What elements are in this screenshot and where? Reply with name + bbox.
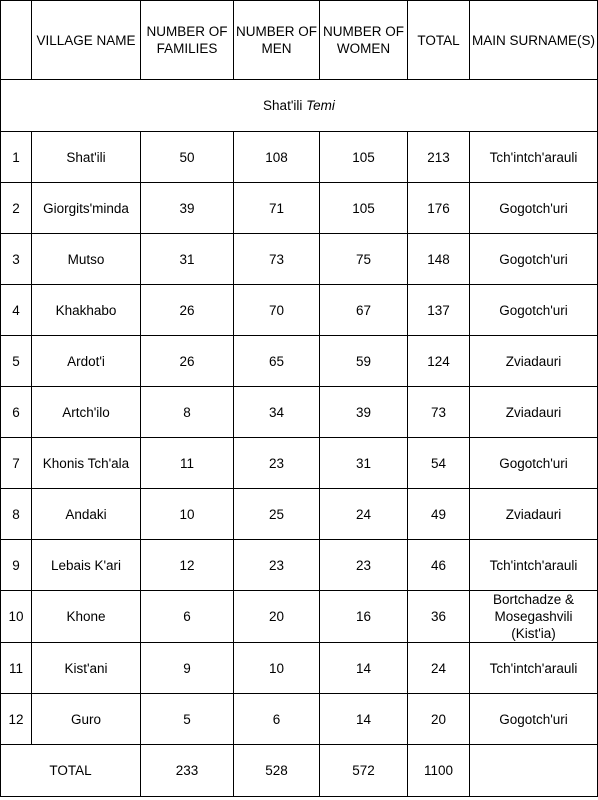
table-row — [1, 694, 598, 745]
total-cell: 137 — [408, 285, 470, 336]
surname-cell: Gogotch'uri — [470, 694, 598, 745]
village-name-cell: Giorgits'minda — [32, 183, 141, 234]
families-cell: 12 — [141, 540, 234, 591]
families-cell: 11 — [141, 438, 234, 489]
men-cell: 10 — [234, 643, 320, 694]
section-title-temi: Temi — [306, 98, 335, 113]
men-cell: 6 — [234, 694, 320, 745]
total-cell: 20 — [408, 694, 470, 745]
women-cell: 31 — [320, 438, 408, 489]
village-name-cell: Andaki — [32, 489, 141, 540]
families-cell: 39 — [141, 183, 234, 234]
women-cell: 23 — [320, 540, 408, 591]
families-cell: 6 — [141, 591, 234, 643]
surname-cell: Tch'intch'arauli — [470, 540, 598, 591]
header-number-of-men: NUMBER OF MEN — [234, 1, 320, 80]
row-number: 5 — [1, 336, 32, 387]
row-number: 4 — [1, 285, 32, 336]
row-number: 8 — [1, 489, 32, 540]
header-village-name: VILLAGE NAME — [32, 1, 141, 80]
surname-cell: Zviadauri — [470, 489, 598, 540]
village-name-cell: Kist'ani — [32, 643, 141, 694]
village-name-cell: Khone — [32, 591, 141, 643]
table-row — [1, 438, 598, 489]
women-cell: 75 — [320, 234, 408, 285]
total-families: 233 — [141, 745, 234, 797]
table-row — [1, 540, 598, 591]
section-title-name: Shat'ili — [263, 98, 303, 113]
row-number: 1 — [1, 132, 32, 183]
row-number: 10 — [1, 591, 32, 643]
men-cell: 20 — [234, 591, 320, 643]
total-total: 1100 — [408, 745, 470, 797]
women-cell: 105 — [320, 183, 408, 234]
surname-cell: Zviadauri — [470, 387, 598, 438]
families-cell: 9 — [141, 643, 234, 694]
families-cell: 26 — [141, 336, 234, 387]
data-rows — [1, 132, 598, 745]
women-cell: 14 — [320, 694, 408, 745]
table-row — [1, 387, 598, 438]
men-cell: 25 — [234, 489, 320, 540]
header-row — [1, 1, 598, 80]
section-row — [1, 80, 598, 132]
total-cell: 73 — [408, 387, 470, 438]
village-name-cell: Artch'ilo — [32, 387, 141, 438]
village-name-cell: Lebais K'ari — [32, 540, 141, 591]
men-cell: 34 — [234, 387, 320, 438]
women-cell: 105 — [320, 132, 408, 183]
table-body — [1, 1, 598, 132]
total-cell: 148 — [408, 234, 470, 285]
surname-cell: Gogotch'uri — [470, 285, 598, 336]
table-row — [1, 591, 598, 643]
village-name-cell: Khakhabo — [32, 285, 141, 336]
total-cell: 124 — [408, 336, 470, 387]
row-number: 2 — [1, 183, 32, 234]
total-cell: 54 — [408, 438, 470, 489]
header-total: TOTAL — [408, 1, 470, 80]
surname-cell: Bortchadze & Mosegashvili (Kist'ia) — [470, 591, 598, 643]
row-number: 7 — [1, 438, 32, 489]
surname-cell: Gogotch'uri — [470, 438, 598, 489]
men-cell: 108 — [234, 132, 320, 183]
table-row — [1, 643, 598, 694]
table-row — [1, 234, 598, 285]
men-cell: 23 — [234, 540, 320, 591]
women-cell: 67 — [320, 285, 408, 336]
village-name-cell: Shat'ili — [32, 132, 141, 183]
row-number: 11 — [1, 643, 32, 694]
totals-body — [1, 745, 598, 797]
total-surname — [470, 745, 598, 797]
total-label: TOTAL — [1, 745, 141, 797]
table-row — [1, 183, 598, 234]
village-name-cell: Mutso — [32, 234, 141, 285]
surname-cell: Tch'intch'arauli — [470, 132, 598, 183]
men-cell: 70 — [234, 285, 320, 336]
village-name-cell: Khonis Tch'ala — [32, 438, 141, 489]
header-index — [1, 1, 32, 80]
families-cell: 5 — [141, 694, 234, 745]
families-cell: 50 — [141, 132, 234, 183]
women-cell: 24 — [320, 489, 408, 540]
women-cell: 59 — [320, 336, 408, 387]
total-cell: 49 — [408, 489, 470, 540]
total-cell: 36 — [408, 591, 470, 643]
header-number-of-women: NUMBER OF WOMEN — [320, 1, 408, 80]
row-number: 3 — [1, 234, 32, 285]
row-number: 6 — [1, 387, 32, 438]
total-row — [1, 745, 598, 797]
header-main-surnames: MAIN SURNAME(S) — [470, 1, 598, 80]
row-number: 9 — [1, 540, 32, 591]
men-cell: 71 — [234, 183, 320, 234]
families-cell: 31 — [141, 234, 234, 285]
header-number-of-families: NUMBER OF FAMILIES — [141, 1, 234, 80]
village-name-cell: Ardot'i — [32, 336, 141, 387]
women-cell: 16 — [320, 591, 408, 643]
families-cell: 8 — [141, 387, 234, 438]
table-row — [1, 336, 598, 387]
women-cell: 14 — [320, 643, 408, 694]
families-cell: 26 — [141, 285, 234, 336]
table-row — [1, 489, 598, 540]
total-cell: 24 — [408, 643, 470, 694]
surname-cell: Zviadauri — [470, 336, 598, 387]
men-cell: 73 — [234, 234, 320, 285]
surname-cell: Tch'intch'arauli — [470, 643, 598, 694]
total-cell: 176 — [408, 183, 470, 234]
section-title — [1, 80, 598, 132]
total-women: 572 — [320, 745, 408, 797]
row-number: 12 — [1, 694, 32, 745]
men-cell: 23 — [234, 438, 320, 489]
surname-cell: Gogotch'uri — [470, 234, 598, 285]
total-cell: 213 — [408, 132, 470, 183]
families-cell: 10 — [141, 489, 234, 540]
total-cell: 46 — [408, 540, 470, 591]
table-row — [1, 132, 598, 183]
village-name-cell: Guro — [32, 694, 141, 745]
men-cell: 65 — [234, 336, 320, 387]
total-men: 528 — [234, 745, 320, 797]
women-cell: 39 — [320, 387, 408, 438]
surname-cell: Gogotch'uri — [470, 183, 598, 234]
table-row — [1, 285, 598, 336]
